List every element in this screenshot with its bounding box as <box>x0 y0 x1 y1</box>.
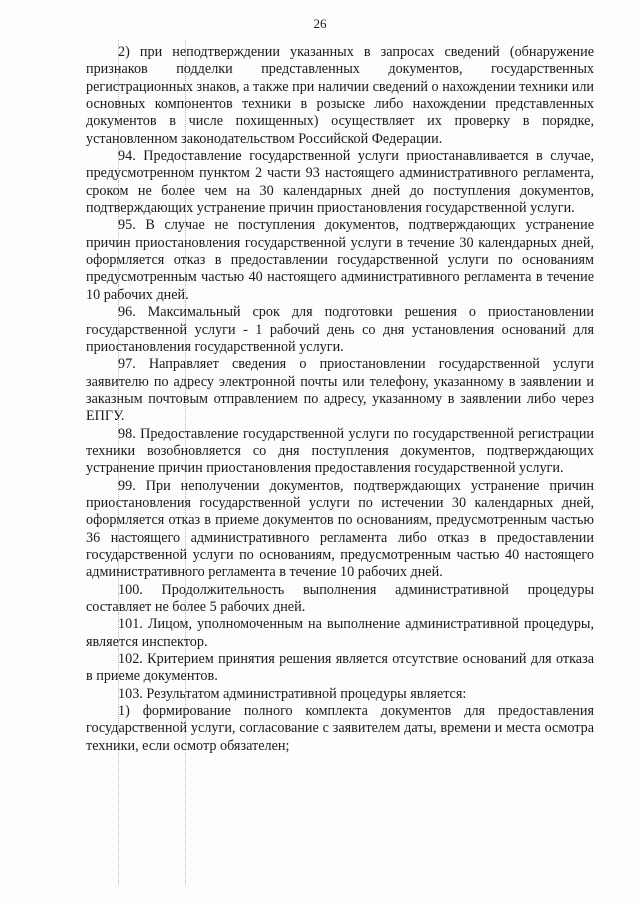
document-body <box>86 44 594 755</box>
paragraph-100: 100. Продолжительность выполнения административной процедуры составляет не более 5 рабочих дней. <box>86 581 594 615</box>
paragraph-97: 97. Направляет сведения о приостановлении государственной услуги заявителю по адресу электронной почты или телефону, указанному в заявлении и заказным почтовым отправлением по адресу, указанному в заявлении либо через ЕПГУ. <box>86 356 594 425</box>
paragraph-98: 98. Предоставление государственной услуги по государственной регистрации техники возобновляется со дня поступления документов, подтверждающих устранение причин приостановления предоставления государственной услуги. <box>86 425 594 477</box>
paragraph-item-1: 1) формирование полного комплекта документов для предоставления государственной услуги, согласование с заявителем даты, времени и места осмотра техники, если осмотр обязателен; <box>86 703 594 754</box>
paragraph-95: 95. В случае не поступления документов, подтверждающих устранение причин приостановления государственной услуги в течение 30 календарных дней, оформляется отказ в предоставлении государственной услуги по основаниям предусмотренным частью 40 настоящего административного регламента в течение 10 рабочих дней. <box>86 217 594 303</box>
paragraph-101: 101. Лицом, уполномоченным на выполнение административной процедуры, является инспектор. <box>86 616 594 650</box>
paragraph-103: 103. Результатом административной процедуры является: <box>118 685 467 702</box>
paragraph-94: 94. Предоставление государственной услуги приостанавливается в случае, предусмотренном пунктом 2 части 93 настоящего административного регламента, сроком не более чем на 30 календарных дней до поступления документов, подтверждающих устранение причин приостановления государственной услуги. <box>86 148 594 217</box>
paragraph-102: 102. Критерием принятия решения является отсутствие оснований для отказа в приеме документов. <box>86 651 594 685</box>
paragraph-96: 96. Максимальный срок для подготовки решения о приостановлении государственной услуги - 1 рабочий день со дня установления оснований для приостановления государственной услуги. <box>86 304 594 355</box>
page-number: 26 <box>313 16 327 31</box>
paragraph-99: 99. При неполучении документов, подтверждающих устранение причин приостановления государственной услуги по истечении 30 календарных дней, оформляется отказ в приеме документов по основаниям, предусмотренным частью 36 настоящего административного регламента либо отказ в предоставлении государственной услуги по основаниям, предусмотренным частью 40 настоящего административного регламента в течение 10 рабочих дней. <box>86 477 594 581</box>
paragraph-item-2: 2) при неподтверждении указанных в запросах сведений (обнаружение признаков подделки представленных документов, государственных регистрационных знаков, а также при наличии сведений о нахождении техники или основных компонентов техники в розыске либо нахождении представленных документов в числе похищенных) осуществляет их проверку в порядке, установленном законодательством Российской Федерации. <box>86 44 594 147</box>
